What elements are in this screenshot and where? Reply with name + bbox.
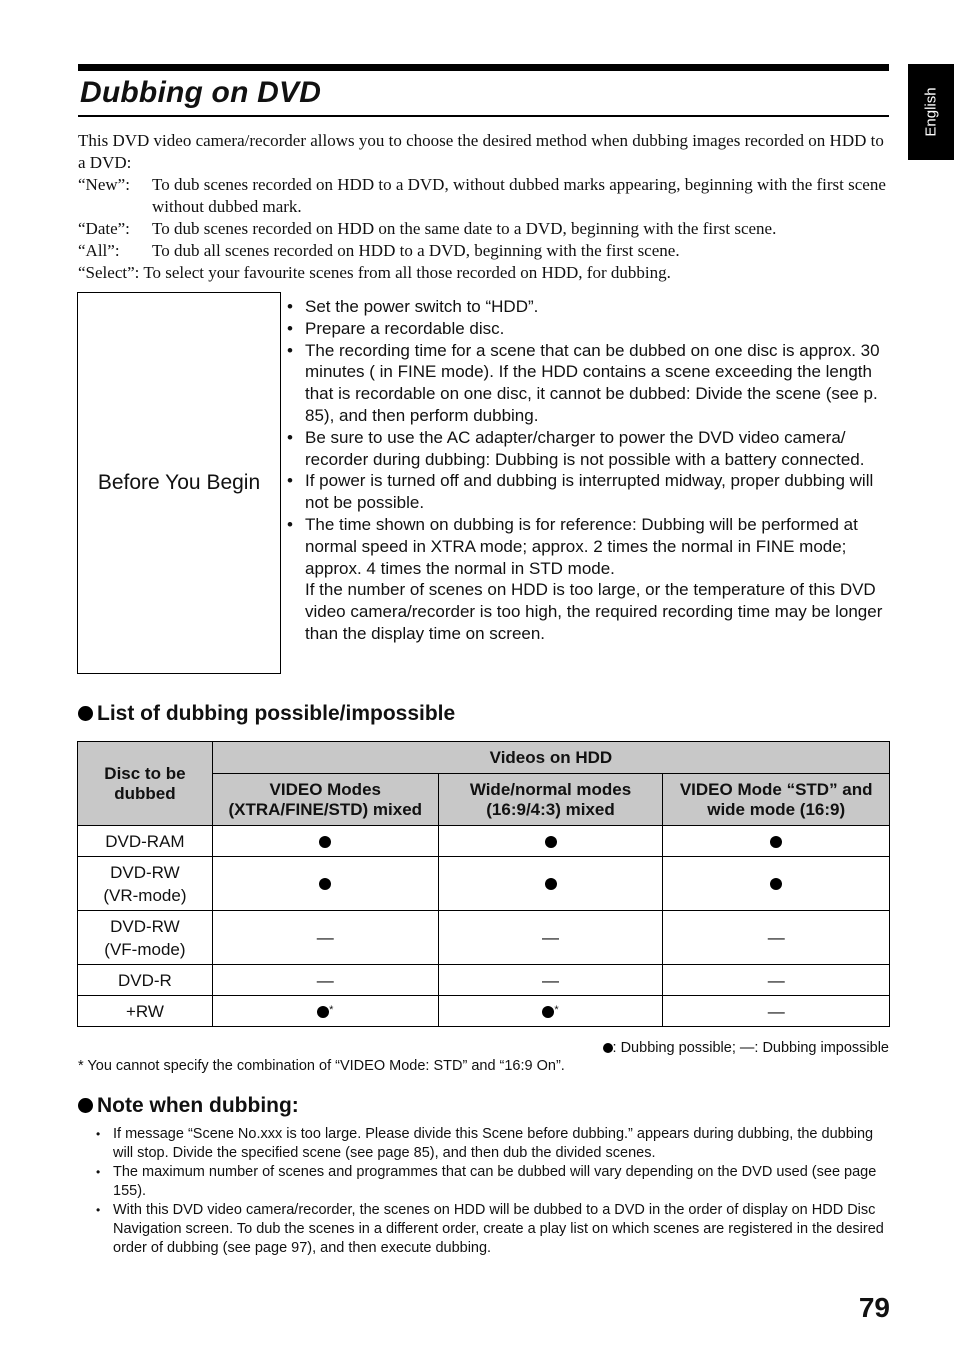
language-tab-label: English: [922, 87, 940, 137]
dubbing-table: [77, 741, 890, 1027]
definition-term: “New”:: [78, 175, 130, 194]
cell-impossible: —: [212, 911, 438, 965]
list-item: • If message “Scene No.xxx is too large. Please divide this Scene before dubbing.” appears during dubbing, the dubbing will stop. Divide the specified scene (see page 85), and then dub the divided scenes.: [96, 1126, 874, 1161]
cell-impossible: —: [663, 911, 890, 965]
table-legend: : Dubbing possible; —: Dubbing impossible: [470, 1040, 889, 1056]
header-video-modes: VIDEO Modes (XTRA/FINE/STD) mixed: [212, 774, 438, 826]
definition-select: [78, 262, 890, 284]
definition-desc: To dub scenes recorded on HDD to a DVD, without dubbed marks appearing, beginning with the first scene without dubbed mark.: [152, 175, 886, 216]
cell-possible: [438, 826, 663, 857]
list-item: • Set the power switch to “HDD”.: [287, 297, 539, 316]
bullet: •: [287, 427, 293, 447]
definition-date: [78, 218, 890, 240]
list-item: • The time shown on dubbing is for reference: Dubbing will be performed at normal speed in XTRA mode; approx. 2 times the normal in FINE mode; approx. 4 times the normal in STD mode. If the number of scenes on HDD is too large, or the temperature of this DVD video camera/recorder is too high, the required recording time may be longer than the display time on screen.: [287, 514, 883, 643]
definition-new: [78, 174, 890, 218]
asterisk: *: [329, 1004, 334, 1016]
possible-dot-icon: [603, 1043, 613, 1053]
possible-dot-icon: [319, 836, 331, 848]
cell-possible-conditional: [438, 996, 663, 1027]
possible-dot-icon: [545, 836, 557, 848]
dubbing-list-heading: List of dubbing possible/impossible: [78, 701, 455, 727]
possible-dot-icon: [319, 878, 331, 890]
definition-term: “Date”:: [78, 219, 130, 238]
bullet: •: [96, 1165, 101, 1179]
list-item: • The recording time for a scene that can be dubbed on one disc is approx. 30 minutes ( in FINE mode). If the HDD contains a scene exceeding the length that is recordable on one disc, it cannot be dubbed: Divide the scene (see p. 85), and then perform dubbing.: [287, 340, 880, 425]
list-item: • Be sure to use the AC adapter/charger to power the DVD video camera/ recorder during dubbing: Dubbing is not possible with a battery connected.: [287, 427, 865, 469]
bullet: •: [287, 297, 293, 316]
page-number: 79: [858, 1292, 890, 1323]
before-you-begin-box: [77, 292, 889, 674]
title-rule: [78, 115, 889, 117]
table-row: [78, 911, 890, 965]
list-item: • Prepare a recordable disc.: [287, 318, 505, 338]
list-item: • If power is turned off and dubbing is interrupted midway, proper dubbing will not be possible.: [287, 471, 874, 513]
definition-desc: To dub scenes recorded on HDD on the same date to a DVD, beginning with the first scene.: [152, 219, 777, 238]
language-tab: [908, 64, 954, 160]
definition-desc: To select your favourite scenes from all those recorded on HDD, for dubbing.: [143, 263, 671, 282]
notes-list: [96, 1125, 888, 1258]
table-footnote: * You cannot specify the combination of “VIDEO Mode: STD” and “16:9 On”.: [78, 1058, 565, 1074]
bullet-dot-icon: [78, 706, 93, 721]
cell-possible: [438, 857, 663, 911]
header-wide-normal: Wide/normal modes (16:9/4:3) mixed: [438, 774, 663, 826]
notes-heading: Note when dubbing:: [78, 1093, 299, 1119]
definition-term: “All”:: [78, 241, 120, 260]
row-label: DVD-R: [78, 965, 213, 996]
intro-section: [78, 130, 890, 284]
definition-all: [78, 240, 890, 262]
cell-possible-conditional: [212, 996, 438, 1027]
bullet: •: [96, 1203, 101, 1217]
definition-term: “Select”:: [78, 263, 140, 282]
list-item: • With this DVD video camera/recorder, the scenes on HDD will be dubbed to a DVD in the order of display on HDD Disc Navigation screen. To dub the scenes in a different order, create a play list on which scenes are registered in the desired order of dubbing (see page 97), and then execute dubbing.: [96, 1202, 884, 1256]
before-you-begin-label-cell: [77, 292, 281, 674]
table-header-row: [78, 742, 890, 774]
list-item-extra: If the number of scenes on HDD is too large, or the temperature of this DVD video camera/recorder is too high, the required recording time may be longer than the display time on screen.: [305, 580, 883, 643]
before-you-begin-label: Before You Begin: [97, 471, 261, 494]
top-rule: [78, 64, 889, 71]
asterisk: *: [554, 1004, 559, 1016]
bullet: •: [287, 514, 293, 534]
bullet: •: [287, 340, 293, 360]
page-title: Dubbing on DVD: [80, 76, 322, 109]
cell-possible: [663, 857, 890, 911]
cell-possible: [212, 826, 438, 857]
header-videos-on-hdd: Videos on HDD: [212, 742, 889, 774]
definition-desc: To dub all scenes recorded on HDD to a DVD, beginning with the first scene.: [152, 241, 680, 260]
cell-impossible: —: [663, 965, 890, 996]
cell-possible: [212, 857, 438, 911]
possible-dot-icon: [770, 878, 782, 890]
header-std-wide: VIDEO Mode “STD” and wide mode (16:9): [663, 774, 890, 826]
cell-impossible: —: [438, 965, 663, 996]
bullet: •: [96, 1127, 101, 1141]
row-label: DVD-RW (VR-mode): [78, 857, 213, 911]
possible-dot-icon: [317, 1006, 329, 1018]
list-item: • The maximum number of scenes and programmes that can be dubbed will vary depending on the DVD used (see page 155).: [96, 1164, 877, 1199]
bullet: •: [287, 471, 293, 491]
table-row: [78, 965, 890, 996]
possible-dot-icon: [542, 1006, 554, 1018]
cell-impossible: —: [212, 965, 438, 996]
row-label: DVD-RAM: [78, 826, 213, 857]
table-row: [78, 857, 890, 911]
cell-impossible: —: [663, 996, 890, 1027]
cell-possible: [663, 826, 890, 857]
intro-lead: This DVD video camera/recorder allows you to choose the desired method when dubbing images recorded on HDD to a DVD:: [78, 131, 884, 172]
row-label: +RW: [78, 996, 213, 1027]
possible-dot-icon: [545, 878, 557, 890]
table-row: [78, 826, 890, 857]
table-row: [78, 996, 890, 1027]
bullet-dot-icon: [78, 1098, 93, 1113]
possible-dot-icon: [770, 836, 782, 848]
cell-impossible: —: [438, 911, 663, 965]
header-disc: Disc to be dubbed: [78, 742, 213, 826]
row-label: DVD-RW (VF-mode): [78, 911, 213, 965]
before-you-begin-list: [287, 296, 887, 645]
bullet: •: [287, 318, 293, 338]
